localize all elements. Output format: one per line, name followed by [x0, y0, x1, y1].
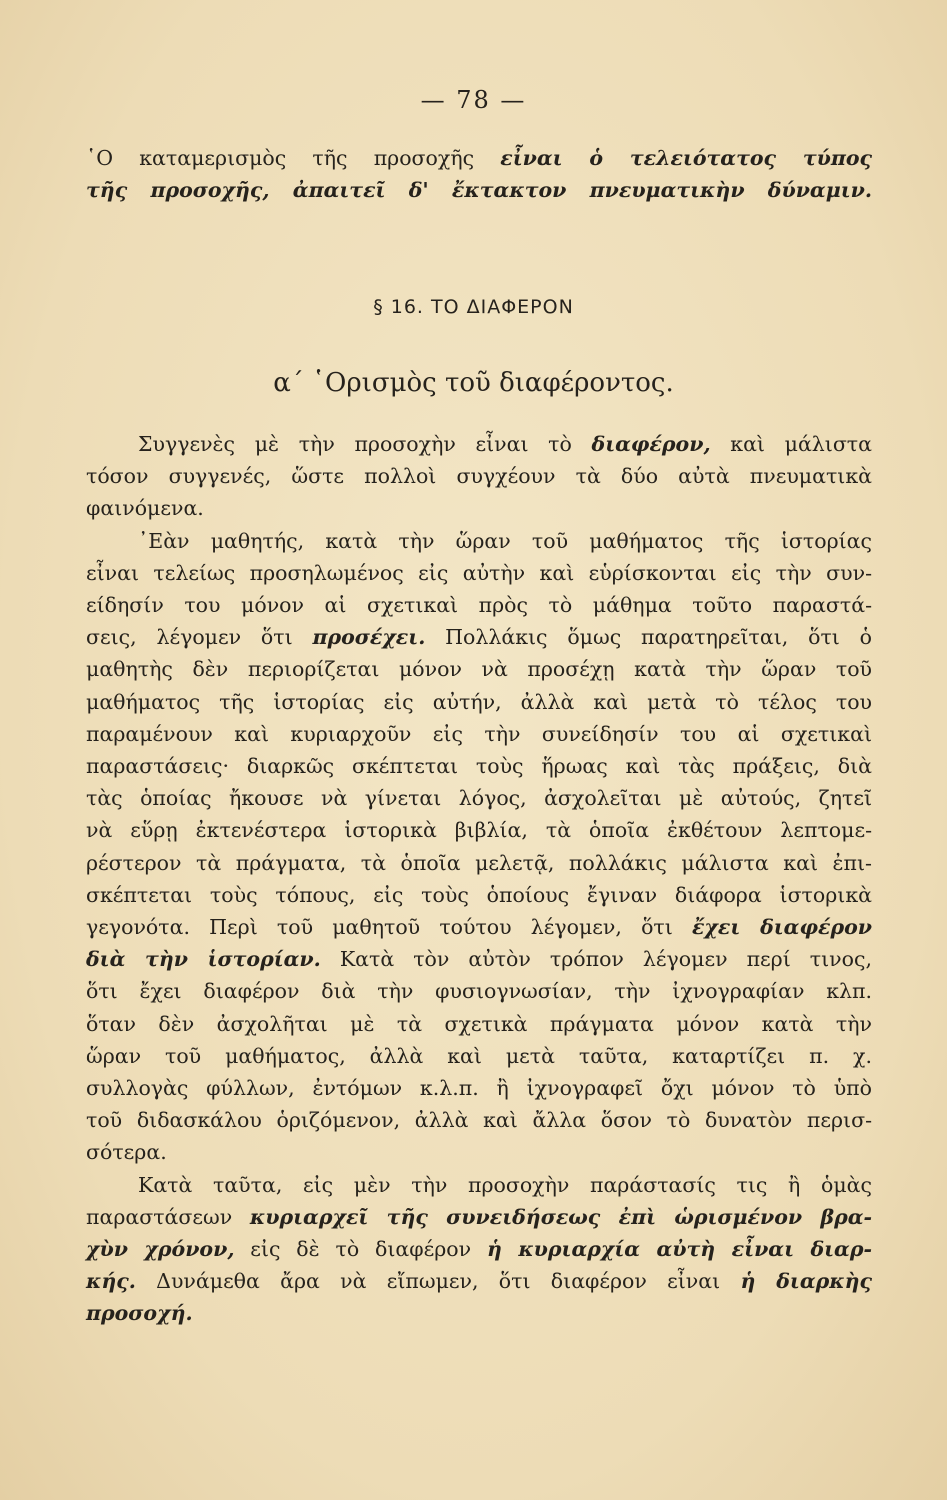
text-line: ὅτι ἔχει διαφέρον διὰ τὴν φυσιογνωσίαν, τὴν ἰχνογραφίαν κλπ. [86, 979, 872, 1004]
text-line [86, 621, 872, 653]
emphasis-run: διὰ τὴν ἱστορίαν. [86, 947, 321, 972]
text-line: εἶναι τελείως προσηλωμένος εἰς αὐτὴν καὶ εὑρίσκονται εἰς τὴν συν- [86, 560, 872, 585]
text-line: ρέστερον τὰ πράγματα, τὰ ὁποῖα μελετᾷ, πολλάκις μάλιστα καὶ ἐπι- [86, 850, 872, 875]
text-line [86, 1265, 872, 1297]
text-line [86, 943, 872, 975]
text-run: ῾Ο καταμερισμὸς τῆς προσοχῆς [86, 146, 501, 170]
text-line: νὰ εὕρῃ ἐκτενέστερα ἱστορικὰ βιβλία, τὰ ὁποῖα ἐκθέτουν λεπτομε- [86, 818, 872, 843]
text-line [86, 174, 872, 206]
text-run: καὶ μάλιστα [710, 432, 872, 456]
text-run: Συγγενὲς μὲ τὴν προσοχὴν εἶναι τὸ [138, 432, 592, 456]
text-line: τὰς ὁποίας ἤκουσε νὰ γίνεται λόγος, ἀσχολεῖται μὲ αὐτούς, ζητεῖ [86, 786, 872, 811]
text-line: σκέπτεται τοὺς τόπους, εἰς τοὺς ὁποίους ἔγιναν διάφορα ἱστορικὰ [86, 882, 872, 907]
text-line [86, 911, 872, 943]
text-line: παραστάσεις· διαρκῶς σκέπτεται τοὺς ἥρωας καὶ τὰς πράξεις, διὰ [86, 754, 872, 779]
text-line: ὥραν τοῦ μαθήματος, ἀλλὰ καὶ μετὰ ταῦτα, καταρτίζει π. χ. [86, 1043, 872, 1068]
emphasis-run: κυριαρχεῖ τῆς συνειδήσεως ἐπὶ ὡρισμένον βρα- [249, 1204, 872, 1229]
text-run: γεγονότα. Περὶ τοῦ μαθητοῦ τούτου λέγομεν, ὅτι [86, 915, 692, 940]
text-line: μαθήματος τῆς ἱστορίας εἰς αὐτήν, ἀλλὰ καὶ μετὰ τὸ τέλος του [86, 689, 872, 714]
text-run: Δυνάμεθα ἄρα νὰ εἴπωμεν, ὅτι διαφέρον εἶναι [135, 1269, 741, 1294]
text-line: Κατὰ ταῦτα, εἰς μὲν τὴν προσοχὴν παράστασίς τις ἢ ὁμὰς [138, 1172, 872, 1197]
emphasis-run: χὺν χρόνον, [86, 1237, 235, 1262]
text-line: φαινόμενα. [86, 496, 204, 521]
text-line [86, 1201, 872, 1233]
text-line: τόσον συγγενές, ὥστε πολλοὶ συγχέουν τὰ δύο αὐτὰ πνευματικὰ [86, 464, 872, 489]
text-line [86, 428, 872, 460]
text-line: μαθητὴς δὲν περιορίζεται μόνον νὰ προσέχῃ κατὰ τὴν ὥραν τοῦ [86, 657, 872, 682]
text-run: εἰς δὲ τὸ διαφέρον [234, 1237, 487, 1262]
text-line [86, 142, 872, 174]
intro-text [86, 142, 872, 206]
text-line: ᾿Εὰν μαθητής, κατὰ τὴν ὥραν τοῦ μαθήματος τῆς ἱστορίας [138, 528, 872, 553]
emphasis-run: διαφέρον, [591, 432, 711, 456]
text-line: συλλογὰς φύλλων, ἐντόμων κ.λ.π. ἢ ἰχνογραφεῖ ὄχι μόνον τὸ ὑπὸ [86, 1076, 872, 1101]
text-line: παραμένουν καὶ κυριαρχοῦν εἰς τὴν συνείδησίν του αἱ σχετικαὶ [86, 721, 872, 746]
text-line [86, 1233, 872, 1265]
text-line: τοῦ διδασκάλου ὁριζόμενον, ἀλλὰ καὶ ἄλλα ὅσον τὸ δυνατὸν περισ- [86, 1108, 872, 1133]
text-run: Κατὰ τὸν αὐτὸν τρόπον λέγομεν περί τινος, [320, 947, 872, 972]
emphasis-run: προσέχει. [312, 625, 426, 650]
emphasis-run: κής. [86, 1269, 136, 1294]
emphasis-run: ἡ διαρκὴς [740, 1269, 872, 1294]
section-heading: § 16. ΤΟ ΔΙΑΦΕΡΟΝ [373, 296, 574, 318]
emphasis-run: ἔχει διαφέρον [691, 915, 872, 940]
body-text [86, 428, 872, 1330]
text-line: σότερα. [86, 1140, 167, 1165]
text-run: παραστάσεων [86, 1204, 250, 1229]
text-line: είδησίν του μόνον αἱ σχετικαὶ πρὸς τὸ μάθημα τοῦτο παραστά- [86, 593, 872, 618]
emphasis-run: τῆς προσοχῆς, ἀπαιτεῖ δ' ἔκτακτον πνευματικὴν δύναμιν. [86, 178, 872, 203]
text-run: Πολλάκις ὅμως παρατηρεῖται, ὅτι ὁ [425, 625, 872, 650]
text-run: σεις, λέγομεν ὅτι [86, 625, 313, 650]
text-line: ὅταν δὲν ἀσχολῆται μὲ τὰ σχετικὰ πράγματα μόνον κατὰ τὴν [86, 1011, 872, 1036]
emphasis-run: εἶναι ὁ τελειότατος τύπος [500, 146, 872, 170]
text-line [86, 1297, 872, 1329]
emphasis-run: προσοχή. [86, 1301, 193, 1326]
emphasis-run: ἡ κυριαρχία αὐτὴ εἶναι διαρ- [486, 1237, 872, 1262]
subheading: α΄ ῾Ορισμὸς τοῦ διαφέροντος. [273, 368, 674, 398]
page-number: — 78 — [420, 86, 527, 114]
